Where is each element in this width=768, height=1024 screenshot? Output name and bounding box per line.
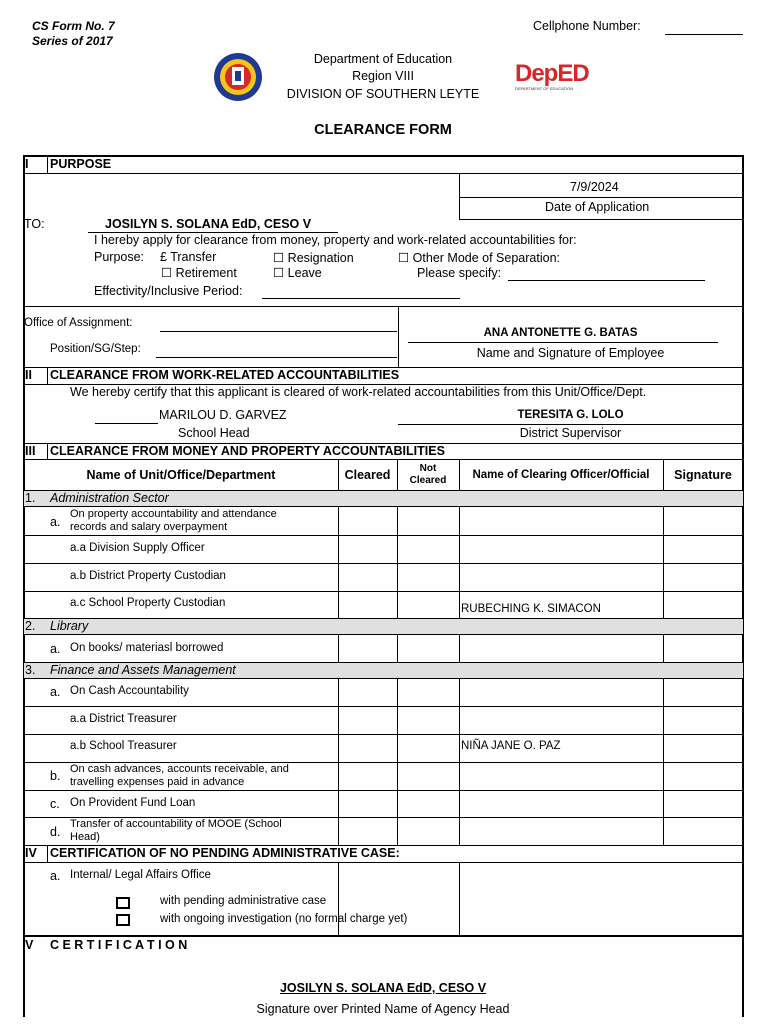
employee-name: ANA ANTONETTE G. BATAS bbox=[483, 327, 638, 339]
employee-caption: Name and Signature of Employee bbox=[476, 346, 665, 360]
row-division-supply: a.a Division Supply Officer bbox=[70, 542, 205, 554]
outer-left-border bbox=[23, 155, 25, 1017]
department-name: Department of Education bbox=[313, 52, 453, 66]
section4-number: IV bbox=[25, 846, 37, 860]
col-not-cleared-header: Not bbox=[419, 463, 437, 474]
district-supervisor-name: TERESITA G. LOLO bbox=[517, 409, 624, 421]
row-school-treasurer: a.b School Treasurer bbox=[70, 740, 177, 752]
section3-number: III bbox=[25, 444, 36, 458]
cellphone-label: Cellphone Number: bbox=[533, 19, 641, 33]
group-library: Library bbox=[50, 619, 89, 633]
application-date: 7/9/2024 bbox=[570, 180, 619, 194]
apply-text: I hereby apply for clearance from money, property and work-related accountabilities for: bbox=[94, 233, 577, 247]
school-head-name: MARILOU D. GARVEZ bbox=[159, 408, 287, 422]
col-signature-header: Signature bbox=[674, 468, 732, 482]
officer-simacon: RUBECHING K. SIMACON bbox=[461, 603, 601, 615]
option-leave[interactable]: ☐ Leave bbox=[273, 266, 322, 280]
officer-paz: NIÑA JANE O. PAZ bbox=[461, 740, 561, 752]
region-name: Region VIII bbox=[352, 69, 414, 83]
outer-right-border bbox=[742, 155, 744, 1017]
form-series: Series of 2017 bbox=[32, 34, 113, 48]
group-administration: Administration Sector bbox=[50, 491, 169, 505]
form-title: CLEARANCE FORM bbox=[314, 122, 452, 138]
position-label: Position/SG/Step: bbox=[50, 343, 141, 355]
agency-head-name: JOSILYN S. SOLANA EdD, CESO V bbox=[279, 981, 487, 995]
option-other[interactable]: ☐ Other Mode of Separation: bbox=[398, 251, 560, 265]
checkbox-pending-case[interactable] bbox=[116, 897, 130, 912]
option-ongoing-investigation: with ongoing investigation (no formal charge yet) bbox=[160, 913, 408, 925]
col-not-cleared-header-2: Cleared bbox=[409, 475, 447, 486]
option-retirement[interactable]: ☐ Retirement bbox=[161, 266, 237, 280]
row-provident-fund: On Provident Fund Loan bbox=[70, 797, 196, 809]
section5-number: V bbox=[25, 938, 34, 952]
section1-number: I bbox=[25, 157, 29, 171]
row-legal-affairs: Internal/ Legal Affairs Office bbox=[70, 869, 211, 881]
section1-heading: PURPOSE bbox=[50, 157, 112, 171]
agency-head-caption: Signature over Printed Name of Agency Head bbox=[256, 1002, 510, 1016]
district-supervisor-caption: District Supervisor bbox=[519, 426, 622, 440]
deped-logo: DepED DEPARTMENT OF EDUCATION bbox=[515, 60, 589, 91]
option-transfer[interactable]: £ Transfer bbox=[160, 250, 217, 264]
option-pending-case: with pending administrative case bbox=[160, 895, 327, 907]
effectivity-label: Effectivity/Inclusive Period: bbox=[94, 284, 243, 298]
to-label: TO: bbox=[24, 217, 45, 231]
row-property-accountability: On property accountability and attendance bbox=[70, 508, 277, 520]
please-specify-label: Please specify: bbox=[417, 266, 502, 280]
section5-heading: C E R T I F I C A T I O N bbox=[50, 938, 188, 952]
purpose-label: Purpose: bbox=[94, 250, 145, 264]
form-number: CS Form No. 7 bbox=[32, 19, 115, 33]
section2-heading: CLEARANCE FROM WORK-RELATED ACCOUNTABILITIES bbox=[50, 368, 400, 382]
date-label: Date of Application bbox=[545, 200, 650, 214]
group-finance: Finance and Assets Management bbox=[50, 663, 236, 677]
office-field[interactable] bbox=[160, 331, 397, 332]
row-cash-advances: On cash advances, accounts receivable, and bbox=[70, 763, 289, 775]
col-officer-header: Name of Clearing Officer/Official bbox=[472, 469, 650, 481]
section2-number: II bbox=[25, 368, 32, 382]
row-school-property: a.c School Property Custodian bbox=[70, 597, 226, 609]
col-cleared-header: Cleared bbox=[344, 468, 391, 482]
section4-heading: CERTIFICATION OF NO PENDING ADMINISTRATIVE CASE: bbox=[50, 846, 400, 860]
col-unit-header: Name of Unit/Office/Department bbox=[86, 468, 276, 482]
row-district-property: a.b District Property Custodian bbox=[70, 570, 226, 582]
cellphone-line[interactable] bbox=[665, 34, 743, 35]
row-books: On books/ materiasl borrowed bbox=[70, 642, 224, 654]
section2-certify-text: We hereby certify that this applicant is cleared of work-related accountabilities from this Unit/Office/Dept. bbox=[70, 385, 647, 399]
option-resignation[interactable]: ☐ Resignation bbox=[273, 251, 354, 265]
row-district-treasurer: a.a District Treasurer bbox=[70, 713, 177, 725]
section3-heading: CLEARANCE FROM MONEY AND PROPERTY ACCOUNTABILITIES bbox=[50, 444, 445, 458]
please-specify-field[interactable] bbox=[508, 280, 705, 281]
row-cash-accountability: On Cash Accountability bbox=[70, 685, 189, 697]
office-label: Office of Assignment: bbox=[24, 317, 133, 329]
row-mooe-transfer: Transfer of accountability of MOOE (School bbox=[70, 818, 282, 830]
to-name: JOSILYN S. SOLANA EdD, CESO V bbox=[105, 217, 312, 231]
outer-top-border bbox=[23, 155, 744, 157]
effectivity-field[interactable] bbox=[262, 298, 460, 299]
school-head-caption: School Head bbox=[178, 426, 250, 440]
checkbox-ongoing-investigation[interactable] bbox=[116, 914, 130, 929]
position-field[interactable] bbox=[156, 357, 397, 358]
division-name: DIVISION OF SOUTHERN LEYTE bbox=[286, 87, 480, 101]
